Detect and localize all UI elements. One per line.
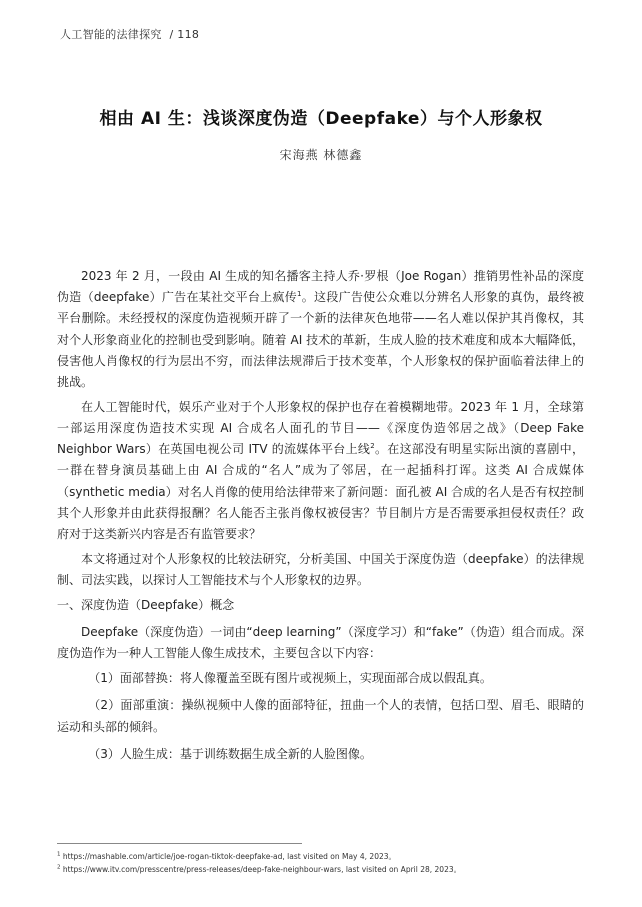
paragraph-3: 本文将通过对个人形象权的比较法研究，分析美国、中国关于深度伪造（deepfake）的法律规制、司法实践，以探讨人工智能技术与个人形象权的边界。 [57,551,584,587]
section-heading: 一、深度伪造（Deepfake）概念 [57,598,235,613]
footnote-ref-2[interactable]: 2 [370,442,375,451]
footnote-2: $^2$ https://www.itv.com/presscentre/press-releases/deep-fake-neighbour-wars, last visited on April 28, 2023。 [57,864,462,874]
list-item: （3）人脸生成：基于训练数据生成全新的人脸图像。 [88,746,372,761]
article-title: 相由 AI 生：浅谈深度伪造（Deepfake）与个人形象权 [99,109,543,129]
paragraph-1: 2023 年 2 月，一段由 AI 生成的知名播客主持人乔·罗根（Joe Rogan）推销男性补品的深度伪造（deepfake）广告在某社交平台上疯传$^1$。这段广告使公众难以分辨名人形象的真伪，最终被平台删除。未经授权的深度伪造视频开辟了一个新的法律灰色地带——名人难以保护其肖像权，其对个人形象商业化的控制也受到影响。随着 AI 技术的革新，生成人脸的技术难度和成本大幅降低，侵害他人肖像权的行为层出不穷，而法律法规滞后于技术变革，个人形象权的保护面临着法律上的挑战。 [57,269,584,390]
footnote-divider [57,843,302,844]
section-intro: Deepfake（深度伪造）一词由“deep learning”（深度学习）和“fake”（伪造）组合而成。深度伪造作为一种人工智能人像生成技术，主要包含以下内容： [57,625,584,661]
page-number: / 118 [169,28,200,41]
list-item: （2）面部重演：操纵视频中人像的面部特征，扭曲一个人的表情，包括口型、眉毛、眼睛的运动和头部的倾斜。 [57,698,584,734]
article-authors: 宋海燕 林德鑫 [279,148,363,162]
footnote-ref-1[interactable]: 1 [297,290,302,299]
footnote-1: $^1$ https://mashable.com/article/joe-rogan-tiktok-deepfake-ad, last visited on May 4, 2023。 [57,851,397,861]
book-title: 人工智能的法律探究 [60,28,162,41]
running-header [60,26,199,42]
footnotes [57,850,597,876]
paragraph-2: 在人工智能时代，娱乐产业对于个人形象权的保护也存在着模糊地带。2023 年 1 月，全球第一部运用深度伪造技术实现 AI 合成名人面孔的节目——《深度伪造邻居之战》（Deep Fake Neighbor Wars）在英国电视公司 ITV 的流媒体平台上线$^2$。在这部没有明星实际出演的喜剧中，一群在替身演员基础上由 AI 合成的“名人”成为了邻居，在一起插科打诨。这类 AI 合成媒体（synthetic media）对名人肖像的使用给法律带来了新问题：面孔被 AI 合成的名人是否有权控制其个人形象并由此获得报酬？名人能否主张肖像权被侵害？节目制片方是否需要承担侵权责任？政府对于这类新兴内容是否有监管要求？ [57,399,584,541]
footnote-link-1[interactable]: https://mashable.com/article/joe-rogan-tiktok-deepfake-ad, last visited on May 4, 2023。 [62,852,397,861]
footnote-link-2[interactable]: https://www.itv.com/presscentre/press-releases/deep-fake-neighbour-wars, last visited on April 28, 2023。 [62,865,462,874]
article-body [57,266,584,771]
list-item: （1）面部替换：将人像覆盖至既有图片或视频上，实现面部合成以假乱真。 [88,671,492,686]
